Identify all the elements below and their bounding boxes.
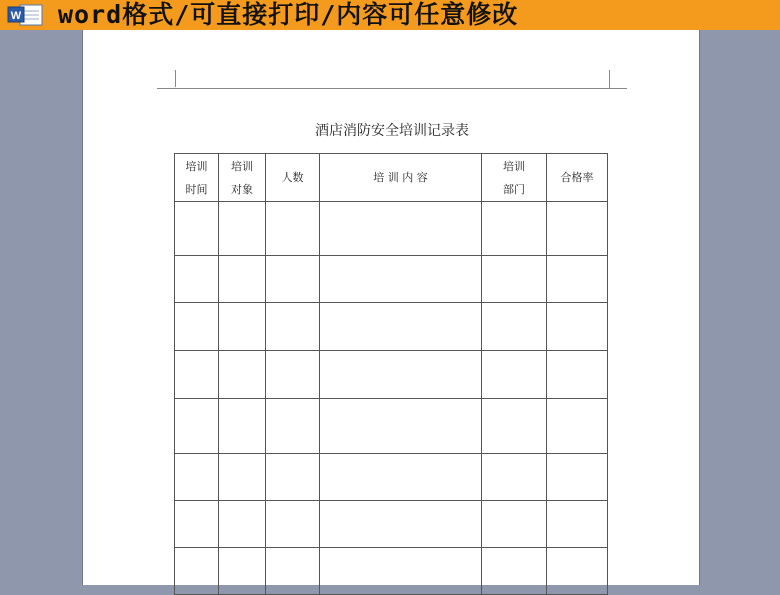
table-row [175,303,608,351]
header-corner-left [175,70,176,88]
table-cell[interactable] [175,202,219,256]
table-cell[interactable] [219,399,266,454]
header-training-time: 培训 时间 [175,154,219,202]
banner-text: word格式/可直接打印/内容可任意修改 [58,0,519,29]
table-cell[interactable] [219,303,266,351]
table-row [175,351,608,399]
table-cell[interactable] [219,501,266,548]
table-row [175,399,608,454]
table-cell[interactable] [547,351,608,399]
table-cell[interactable] [320,548,482,595]
table-cell[interactable] [320,351,482,399]
table-cell[interactable] [320,399,482,454]
table-cell[interactable] [482,303,547,351]
table-cell[interactable] [547,454,608,501]
table-row [175,202,608,256]
banner [0,0,780,30]
svg-text:W: W [10,10,22,22]
header-headcount: 人数 [266,154,320,202]
training-record-table [174,153,608,595]
table-cell[interactable] [482,454,547,501]
table-cell[interactable] [482,256,547,303]
table-cell[interactable] [482,202,547,256]
table-cell[interactable] [320,256,482,303]
table-cell[interactable] [320,303,482,351]
table-cell[interactable] [175,548,219,595]
right-margin [700,30,780,585]
table-cell[interactable] [266,548,320,595]
table-cell[interactable] [547,548,608,595]
table-row [175,548,608,595]
table-cell[interactable] [547,256,608,303]
table-cell[interactable] [547,399,608,454]
table-cell[interactable] [266,399,320,454]
table-cell[interactable] [266,351,320,399]
table-cell[interactable] [482,548,547,595]
header-rule [157,70,627,89]
table-cell[interactable] [482,501,547,548]
table-cell[interactable] [219,548,266,595]
table-cell[interactable] [175,256,219,303]
table-cell[interactable] [547,303,608,351]
table-row [175,256,608,303]
table-cell[interactable] [219,256,266,303]
header-training-target: 培训 对象 [219,154,266,202]
table-cell[interactable] [175,303,219,351]
header-corner-right [609,70,610,88]
table-cell[interactable] [482,399,547,454]
table-cell[interactable] [175,351,219,399]
table-cell[interactable] [266,501,320,548]
table-cell[interactable] [266,454,320,501]
table-cell[interactable] [175,399,219,454]
table-cell[interactable] [320,454,482,501]
left-margin [0,30,82,585]
header-training-content: 培 训 内 容 [320,154,482,202]
table-header-row [175,154,608,202]
table-row [175,454,608,501]
header-training-department: 培训 部门 [482,154,547,202]
table-cell[interactable] [175,501,219,548]
table-cell[interactable] [219,351,266,399]
table-cell[interactable] [547,202,608,256]
table-cell[interactable] [266,303,320,351]
table-cell[interactable] [266,202,320,256]
document-page [82,30,700,585]
header-pass-rate: 合格率 [547,154,608,202]
table-cell[interactable] [219,202,266,256]
table-cell[interactable] [547,501,608,548]
document-title: 酒店消防安全培训记录表 [315,123,469,139]
table-cell[interactable] [320,501,482,548]
word-document-icon [6,3,50,27]
table-cell[interactable] [320,202,482,256]
table-row [175,501,608,548]
table-cell[interactable] [219,454,266,501]
table-cell[interactable] [266,256,320,303]
table-cell[interactable] [175,454,219,501]
table-cell[interactable] [482,351,547,399]
